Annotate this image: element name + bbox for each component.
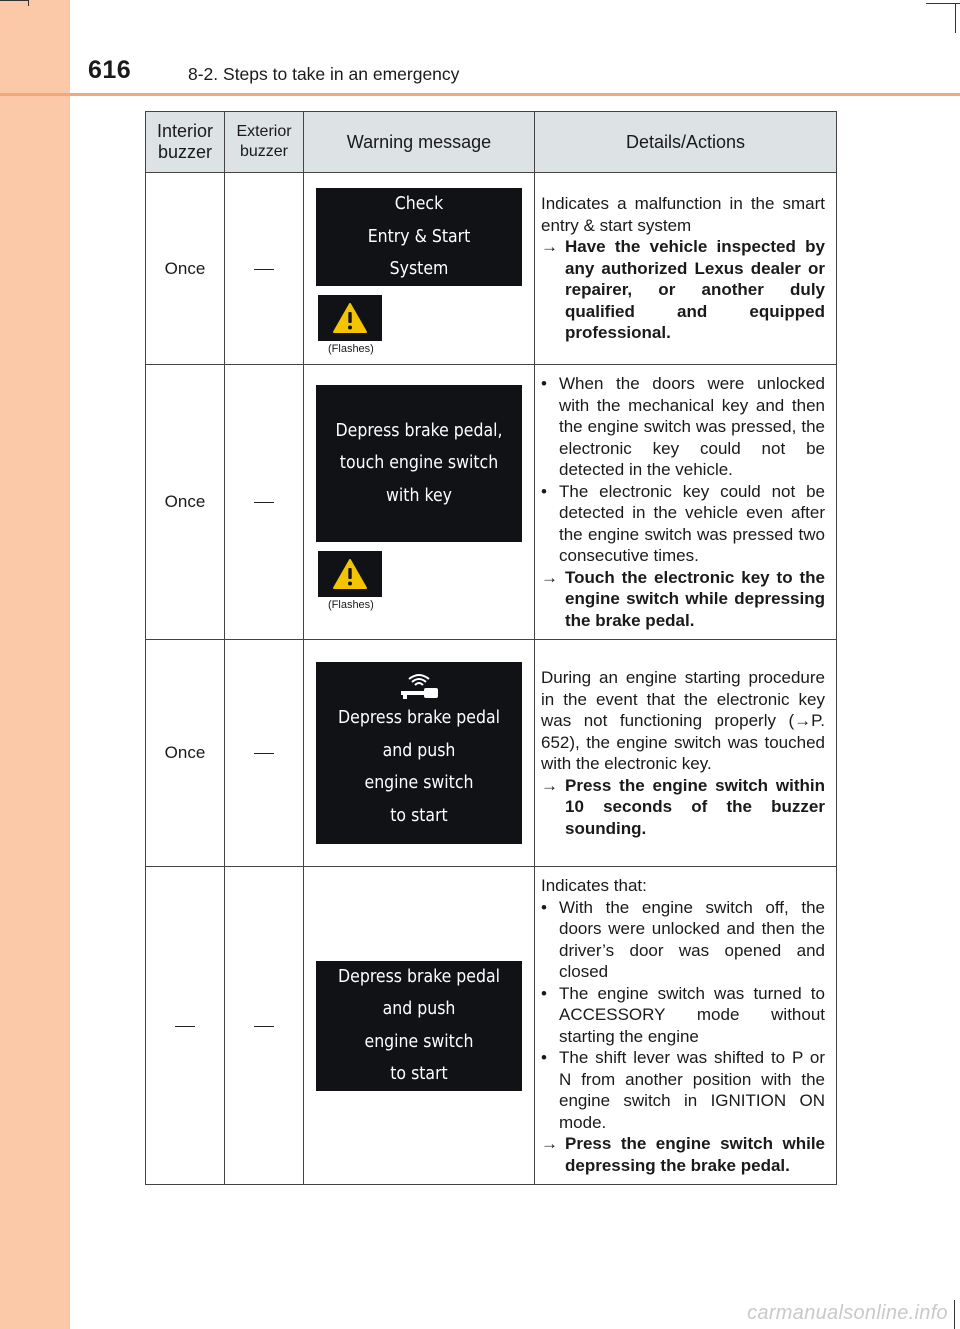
flashes-caption: (Flashes) (328, 342, 374, 355)
master-warning-light (318, 551, 382, 597)
display-line: and push (382, 999, 456, 1019)
dash-symbol (254, 269, 274, 270)
table-row (146, 173, 837, 365)
bullet-item (541, 983, 825, 1048)
exterior-buzzer-cell (225, 173, 304, 365)
details-text: During an engine starting procedure in the event that the electronic key was not functioning properly (→P. 652), the engine switch was touched with the electronic key. (541, 668, 825, 773)
details-cell (535, 173, 837, 365)
display-line: engine switch (364, 1031, 474, 1052)
arrow-symbol: → (541, 775, 558, 795)
flashes-caption: (Flashes) (328, 599, 374, 612)
dash-symbol (254, 502, 274, 503)
action-item (541, 1133, 825, 1176)
dash-symbol (175, 1026, 195, 1027)
bullet-text: With the engine switch off, the doors were unlocked and then the driver’s door was opened and closed (559, 897, 825, 981)
table-header-row (146, 112, 837, 173)
interior-buzzer-cell: Once (146, 173, 225, 365)
bullet-item (541, 481, 825, 567)
header-warning-message: Warning message (304, 112, 535, 173)
display-message (316, 662, 522, 844)
display-line: Entry & Start (367, 226, 471, 247)
bullet-symbol: • (541, 1048, 547, 1067)
arrow-symbol: → (541, 237, 558, 257)
action-text: Touch the electronic key to the engine switch while depressing the brake pedal. (565, 567, 825, 630)
warning-triangle-icon (332, 558, 368, 590)
action-text: Press the engine switch while depressing the brake pedal. (565, 1134, 825, 1175)
crop-mark-top-left (0, 0, 28, 1)
master-warning-light (318, 295, 382, 341)
display-line: with key (386, 485, 452, 506)
details-intro: Indicates that: (541, 876, 647, 895)
display-line: Depress brake pedal (338, 708, 500, 728)
arrow-symbol: → (541, 567, 558, 587)
watermark: carmanualsonline.info (747, 1302, 948, 1324)
warning-message-cell (304, 365, 535, 640)
action-item (541, 567, 825, 632)
crop-mark-top-left-v (28, 0, 29, 6)
interior-buzzer-cell: Once (146, 640, 225, 867)
crop-mark-top-right-v (955, 3, 956, 33)
display-line: Depress brake pedal, (335, 420, 503, 441)
warning-message-cell (304, 640, 535, 867)
action-text: Press the engine switch within 10 seconds of the buzzer sounding. (565, 775, 825, 838)
bullet-item (541, 373, 825, 481)
details-cell (535, 867, 837, 1185)
display-line: engine switch (364, 773, 474, 793)
details-cell (535, 365, 837, 640)
warning-triangle-icon (332, 302, 368, 334)
display-message (316, 188, 522, 286)
exterior-buzzer-cell (225, 365, 304, 640)
display-line: touch engine switch (339, 453, 499, 474)
key-wireless-icon (316, 668, 522, 702)
header-exterior-buzzer: Exterior buzzer (225, 112, 304, 173)
header-rule (0, 93, 960, 96)
bullet-symbol: • (541, 897, 547, 917)
bullet-text: When the doors were unlocked with the mechanical key and then the engine switch was pressed, the electronic key could not be detected in the vehicle. (559, 374, 825, 479)
warning-message-table (145, 111, 837, 1185)
dash-symbol (254, 1026, 274, 1027)
details-text: Indicates a malfunction in the smart entry & start system (541, 194, 825, 235)
table-row (146, 365, 837, 640)
left-margin-band (0, 0, 70, 1329)
page-number: 616 (88, 56, 132, 84)
interior-buzzer-cell (146, 867, 225, 1185)
bullet-item (541, 1047, 825, 1133)
display-line: System (389, 259, 449, 280)
details-cell (535, 640, 837, 867)
action-text: Have the vehicle inspected by any authorized Lexus dealer or repairer, or another duly qualified and equipped professional. (565, 237, 825, 343)
bullet-symbol: • (541, 374, 547, 393)
crop-mark-bottom-right-v (954, 1300, 955, 1329)
dash-symbol (254, 753, 274, 754)
table-row (146, 867, 837, 1185)
display-message (316, 385, 522, 543)
action-item (541, 236, 825, 344)
display-line: to start (390, 805, 448, 826)
table-row (146, 640, 837, 867)
action-item (541, 775, 825, 840)
bullet-text: The electronic key could not be detected in the vehicle even after the engine switch was pressed two consecutive times. (559, 481, 825, 565)
display-message (316, 961, 522, 1091)
exterior-buzzer-cell (225, 640, 304, 867)
warning-message-cell (304, 173, 535, 365)
exterior-buzzer-cell (225, 867, 304, 1185)
section-title: 8-2. Steps to take in an emergency (188, 64, 460, 84)
bullet-symbol: • (541, 481, 547, 501)
header-details-actions: Details/Actions (535, 112, 837, 173)
bullet-text: The shift lever was shifted to P or N from another position with the engine switch in IGNITION ON mode. (559, 1048, 825, 1132)
bullet-text: The engine switch was turned to ACCESSORY mode without starting the engine (559, 983, 825, 1046)
warning-message-cell (304, 867, 535, 1185)
arrow-symbol: → (541, 1134, 558, 1153)
bullet-symbol: • (541, 983, 547, 1003)
display-line: Depress brake pedal (338, 966, 500, 987)
bullet-item (541, 897, 825, 983)
display-line: and push (382, 740, 456, 761)
interior-buzzer-cell: Once (146, 365, 225, 640)
display-line: to start (390, 1064, 448, 1084)
header-interior-buzzer: Interior buzzer (146, 112, 225, 173)
display-line: Check (394, 194, 444, 215)
